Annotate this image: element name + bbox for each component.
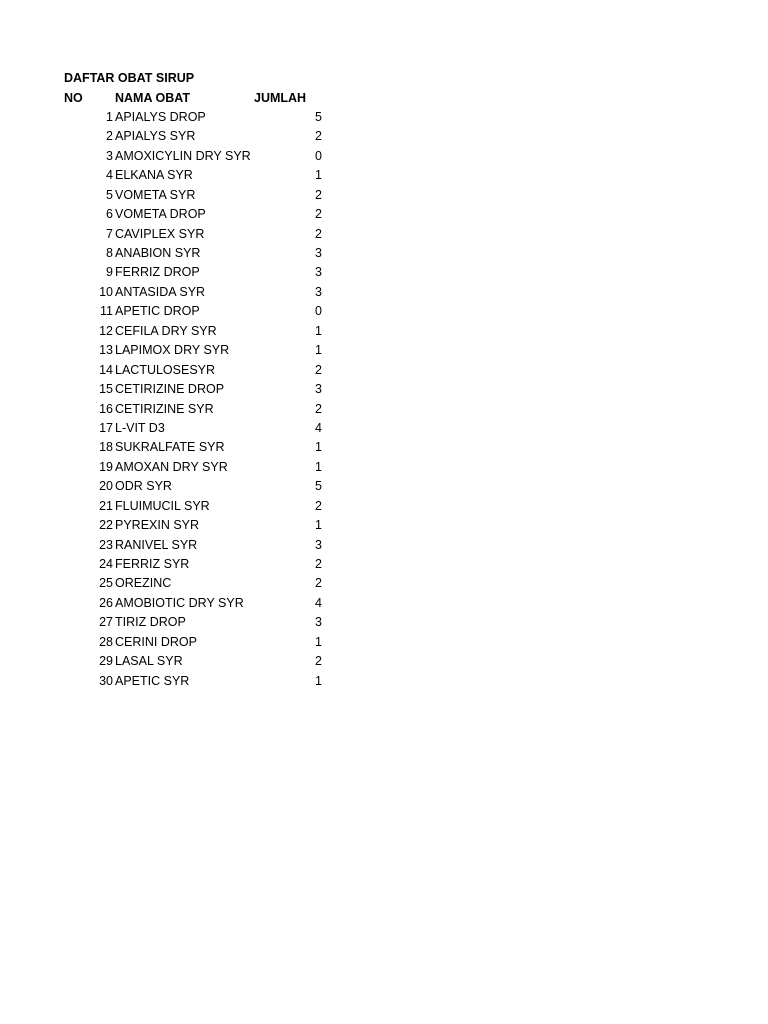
cell-qty: 2	[315, 187, 322, 202]
cell-no: 26	[99, 595, 113, 610]
table-row	[64, 108, 364, 127]
cell-qty: 3	[315, 246, 322, 260]
cell-no: 15	[99, 382, 113, 397]
header-no: NO	[64, 90, 83, 105]
cell-no: 25	[99, 576, 113, 591]
cell-name: VOMETA SYR	[115, 187, 196, 202]
cell-qty: 2	[315, 576, 322, 591]
cell-name: AMOXICYLIN DRY SYR	[115, 148, 251, 163]
cell-no: 8	[106, 246, 113, 260]
cell-no: 4	[106, 168, 113, 183]
cell-no: 17	[99, 420, 113, 435]
cell-no: 5	[106, 187, 113, 202]
cell-name: PYREXIN SYR	[115, 518, 200, 533]
cell-no: 2	[106, 129, 113, 144]
cell-qty: 2	[315, 129, 322, 144]
cell-qty: 1	[315, 459, 322, 474]
cell-name: ANTASIDA SYR	[115, 284, 206, 299]
cell-qty: 1	[315, 323, 322, 338]
table-row	[64, 302, 364, 321]
cell-qty: 2	[315, 207, 322, 222]
cell-name: L-VIT D3	[115, 420, 165, 435]
cell-no: 16	[99, 401, 113, 416]
cell-no: 21	[99, 498, 113, 513]
cell-qty: 0	[315, 148, 322, 163]
table-body	[64, 108, 364, 691]
cell-name: TIRIZ DROP	[115, 615, 186, 630]
cell-qty: 1	[315, 168, 322, 183]
table-row	[64, 400, 364, 419]
table-row	[64, 477, 364, 496]
table-row	[64, 147, 364, 166]
cell-name: CETIRIZINE DROP	[115, 382, 225, 397]
cell-no: 19	[99, 459, 113, 474]
cell-no: 23	[99, 537, 113, 552]
table-row	[64, 672, 364, 691]
cell-name: AMOXAN DRY SYR	[115, 459, 228, 474]
cell-name: CERINI DROP	[115, 634, 197, 649]
cell-no: 27	[99, 615, 113, 630]
cell-qty: 4	[315, 420, 322, 435]
cell-qty: 4	[315, 595, 322, 610]
cell-no: 13	[99, 343, 113, 358]
cell-qty: 2	[315, 498, 322, 513]
cell-qty: 3	[315, 265, 322, 280]
cell-name: LACTULOSESYR	[115, 362, 216, 377]
cell-no: 3	[106, 148, 113, 163]
cell-name: CAVIPLEX SYR	[115, 226, 205, 241]
sheet-title: DAFTAR OBAT SIRUP	[64, 71, 195, 85]
cell-no: 30	[99, 673, 113, 688]
cell-no: 22	[99, 518, 113, 533]
table-row	[64, 127, 364, 146]
table-row	[64, 263, 364, 282]
table-row	[64, 341, 364, 360]
cell-qty: 2	[315, 226, 322, 241]
cell-name: APIALYS DROP	[115, 109, 206, 124]
cell-no: 9	[106, 265, 113, 280]
cell-qty: 2	[315, 557, 322, 571]
header-name: NAMA OBAT	[115, 90, 190, 105]
table-row	[64, 613, 364, 632]
table-row	[64, 516, 364, 535]
table-header-row	[64, 89, 364, 108]
cell-qty: 0	[315, 304, 322, 319]
table-row	[64, 205, 364, 224]
cell-no: 10	[99, 284, 113, 299]
table-row	[64, 225, 364, 244]
table-row	[64, 555, 364, 574]
cell-qty: 3	[315, 537, 322, 552]
table-row	[64, 633, 364, 652]
table-row	[64, 497, 364, 516]
table-row	[64, 244, 364, 263]
table-row	[64, 419, 364, 438]
cell-qty: 3	[315, 284, 322, 299]
table-row	[64, 438, 364, 457]
cell-no: 29	[99, 654, 113, 669]
table-row	[64, 380, 364, 399]
cell-qty: 1	[315, 518, 322, 533]
cell-qty: 1	[315, 440, 322, 455]
cell-qty: 1	[315, 343, 322, 358]
cell-qty: 5	[315, 109, 322, 124]
cell-no: 28	[99, 634, 113, 649]
cell-no: 18	[99, 440, 113, 455]
cell-name: ELKANA SYR	[115, 168, 193, 183]
medicine-list-sheet	[64, 69, 364, 691]
cell-qty: 3	[315, 382, 322, 397]
table-row	[64, 536, 364, 555]
table-row	[64, 186, 364, 205]
cell-name: FERRIZ DROP	[115, 265, 200, 280]
cell-name: CETIRIZINE SYR	[115, 401, 214, 416]
table-row	[64, 283, 364, 302]
cell-name: RANIVEL SYR	[115, 537, 198, 552]
table-row	[64, 574, 364, 593]
table-row	[64, 361, 364, 380]
cell-name: APETIC DROP	[115, 304, 200, 319]
cell-name: LAPIMOX DRY SYR	[115, 343, 230, 358]
cell-qty: 3	[315, 615, 322, 630]
table-row	[64, 458, 364, 477]
table-row	[64, 166, 364, 185]
cell-name: AMOBIOTIC DRY SYR	[115, 595, 244, 610]
cell-no: 24	[99, 557, 113, 571]
cell-name: OREZINC	[115, 576, 172, 591]
table-row	[64, 594, 364, 613]
cell-no: 6	[106, 207, 113, 222]
cell-no: 1	[106, 109, 113, 124]
cell-name: ODR SYR	[115, 479, 172, 494]
cell-qty: 2	[315, 401, 322, 416]
cell-no: 11	[100, 304, 113, 319]
cell-name: ANABION SYR	[115, 246, 201, 260]
header-qty: JUMLAH	[254, 90, 307, 105]
cell-qty: 5	[315, 479, 322, 494]
cell-no: 14	[99, 362, 113, 377]
cell-qty: 2	[315, 654, 322, 669]
cell-name: SUKRALFATE SYR	[115, 440, 225, 455]
cell-qty: 2	[315, 362, 322, 377]
cell-name: FLUIMUCIL SYR	[115, 498, 210, 513]
table-row	[64, 322, 364, 341]
cell-qty: 1	[315, 634, 322, 649]
cell-name: APIALYS SYR	[115, 129, 196, 144]
cell-name: APETIC SYR	[115, 673, 190, 688]
cell-name: LASAL SYR	[115, 654, 183, 669]
table-row	[64, 652, 364, 671]
cell-name: FERRIZ SYR	[115, 557, 190, 571]
cell-no: 12	[99, 323, 113, 338]
cell-no: 7	[106, 226, 113, 241]
cell-qty: 1	[315, 673, 322, 688]
cell-name: CEFILA DRY SYR	[115, 323, 217, 338]
cell-no: 20	[99, 479, 113, 494]
cell-name: VOMETA DROP	[115, 207, 206, 222]
